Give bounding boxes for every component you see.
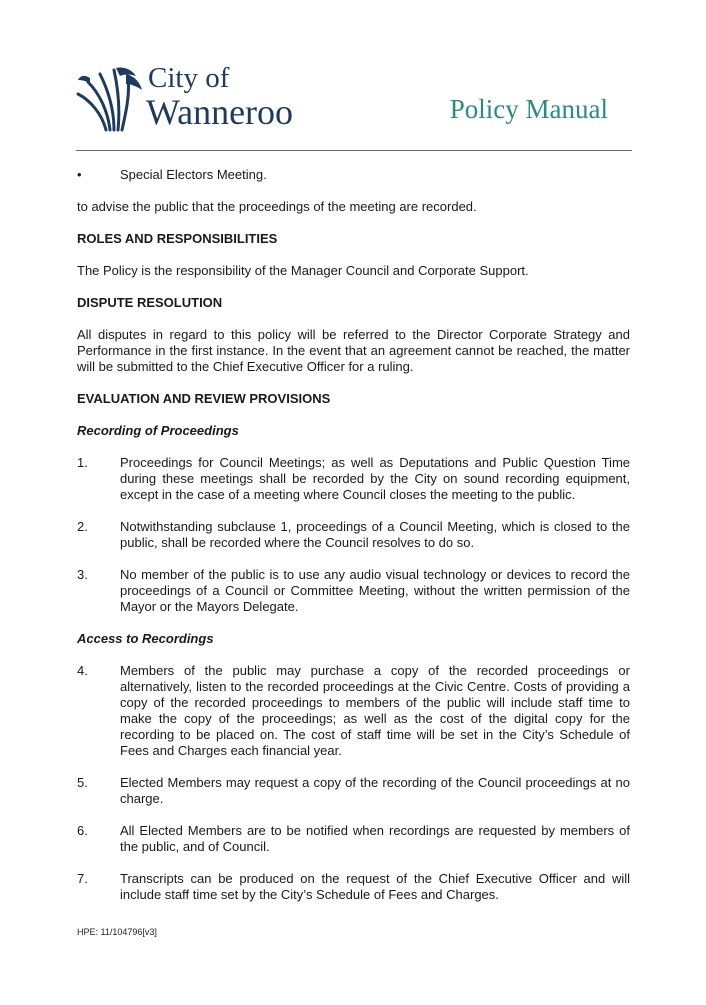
item-text: Members of the public may purchase a copy of the recorded proceedings or alternatively, listen to the recorded proceedings at the Civic Centre. Costs of providing a copy of the recorded proceedings to members of the public will include staff time to make the copy of the proceedings; as well as the cost of the digital copy for the recording to be placed on. The cost of staff time will be set in the City’s Schedule of Fees and Charges each financial year. (120, 663, 630, 758)
list-item (77, 455, 630, 503)
logo-emblem-icon (76, 64, 146, 134)
item-number: 7. (77, 871, 88, 886)
item-number: 6. (77, 823, 88, 838)
dispute-heading: DISPUTE RESOLUTION (77, 295, 223, 310)
logo-name-text: Wanneroo (146, 92, 294, 132)
list-item (77, 519, 630, 551)
item-text: Transcripts can be produced on the request of the Chief Executive Officer and will include staff time set by the City’s Schedule of Fees and Charges. (120, 871, 630, 902)
header-divider (76, 150, 632, 151)
list-item (77, 823, 630, 855)
document-reference: HPE: 11/104796[v3] (77, 927, 157, 937)
item-number: 2. (77, 519, 88, 534)
access-subheading: Access to Recordings (77, 631, 214, 646)
evaluation-heading: EVALUATION AND REVIEW PROVISIONS (77, 391, 331, 406)
intro-paragraph: to advise the public that the proceedings of the meeting are recorded. (77, 199, 477, 214)
recording-subheading: Recording of Proceedings (77, 423, 239, 438)
item-number: 3. (77, 567, 88, 582)
item-text: No member of the public is to use any audio visual technology or devices to record the proceedings of a Council or Committee Meeting, without the written permission of the Mayor or the Mayors Delegate. (120, 567, 630, 614)
bullet-text: Special Electors Meeting. (120, 167, 267, 182)
item-text: Elected Members may request a copy of the recording of the Council proceedings at no charge. (120, 775, 630, 806)
city-logo (76, 64, 326, 134)
logo-city-text: City of (148, 62, 230, 94)
item-text: Proceedings for Council Meetings; as well as Deputations and Public Question Time during these meetings shall be recorded by the City on sound recording equipment, except in the case of a meeting where Council closes the meeting to the public. (120, 455, 630, 502)
item-number: 4. (77, 663, 88, 678)
bullet-mark: • (77, 167, 82, 182)
item-text: Notwithstanding subclause 1, proceedings of a Council Meeting, which is closed to the public, shall be recorded where the Council resolves to do so. (120, 519, 630, 550)
roles-paragraph: The Policy is the responsibility of the Manager Council and Corporate Support. (77, 263, 529, 278)
item-number: 1. (77, 455, 88, 470)
bullet-item (77, 167, 630, 183)
item-text: All Elected Members are to be notified when recordings are requested by members of the public, and of Council. (120, 823, 630, 854)
item-number: 5. (77, 775, 88, 790)
list-item (77, 775, 630, 807)
roles-heading: ROLES AND RESPONSIBILITIES (77, 231, 278, 246)
dispute-paragraph: All disputes in regard to this policy will be referred to the Director Corporate Strategy and Performance in the first instance. In the event that an agreement cannot be reached, the matter will be submitted to the Chief Executive Officer for a ruling. (77, 327, 630, 374)
list-item (77, 567, 630, 615)
list-item (77, 663, 630, 759)
list-item (77, 871, 630, 903)
document-body (77, 167, 630, 919)
policy-manual-title: Policy Manual (449, 94, 608, 124)
